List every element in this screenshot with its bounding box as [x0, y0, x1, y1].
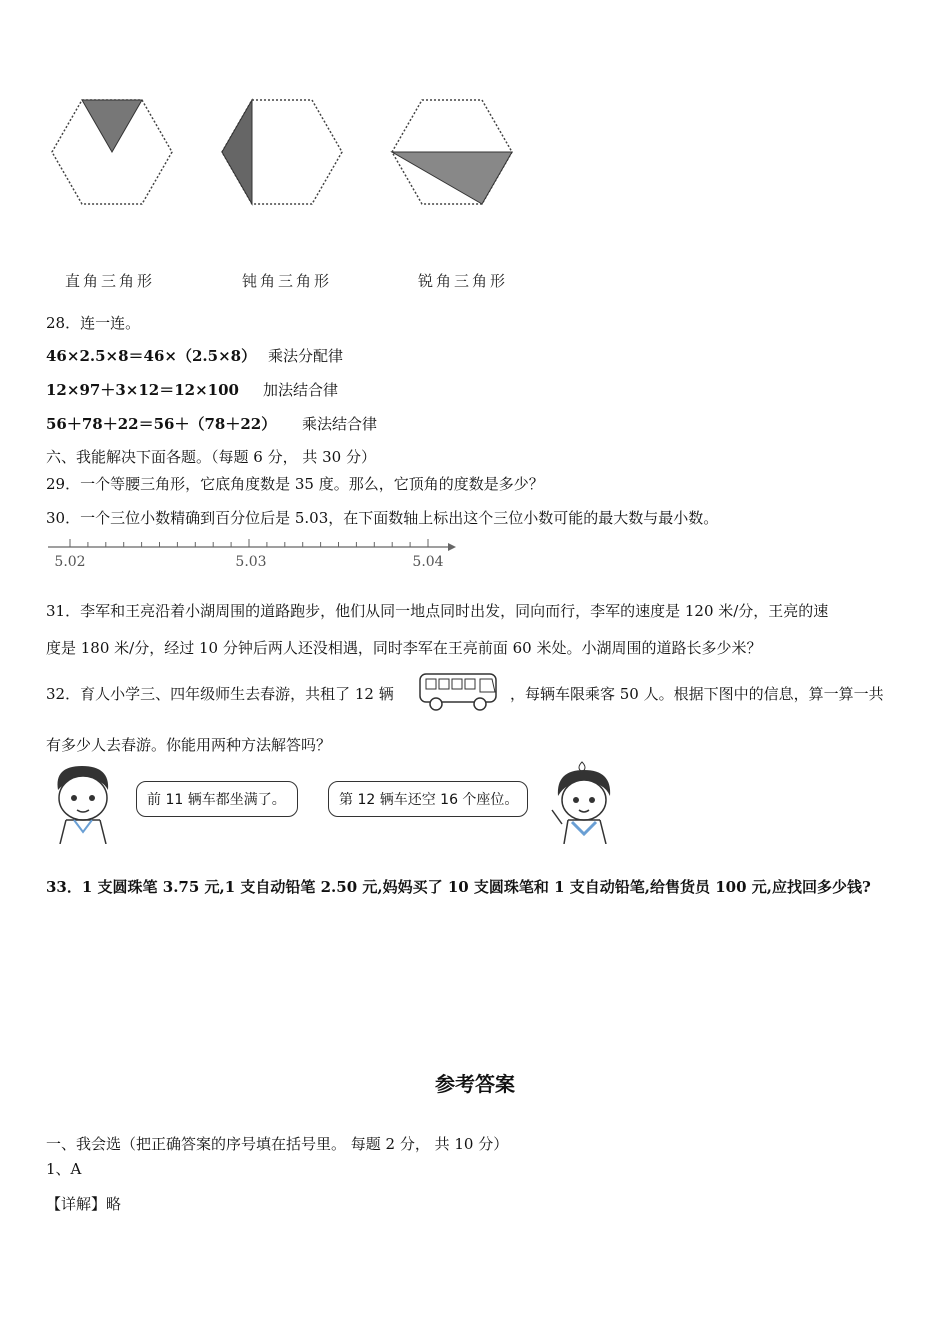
- section-6-heading: 六、我能解决下面各题。（每题 6 分， 共 30 分）: [46, 448, 376, 466]
- answers-title: 参考答案: [435, 1072, 515, 1096]
- q32-line1b: ，每辆车限乘客 50 人。根据下图中的信息，算一算一共: [510, 685, 884, 703]
- q28-left-3: 56＋78＋22＝56＋（78＋22）: [46, 415, 277, 433]
- number-line-label-1: 5.02: [54, 554, 86, 570]
- q32-line1a: 32．育人小学三、四年级师生去春游，共租了 12 辆: [46, 685, 394, 703]
- q28-right-1: 乘法分配律: [268, 347, 344, 365]
- figure-label-acute: 锐角三角形: [418, 272, 509, 290]
- q30: 30．一个三位小数精确到百分位后是 5.03，在下面数轴上标出这个三位小数可能的最大数与最小数。: [46, 509, 719, 527]
- figure-label-obtuse: 钝角三角形: [242, 272, 333, 290]
- hexagon-figures: [40, 90, 540, 220]
- q28-stem: 28．连一连。: [46, 314, 141, 332]
- bus-icon: [416, 668, 502, 714]
- figure-label-right: 直角三角形: [65, 272, 156, 290]
- q28-right-3: 乘法结合律: [302, 415, 378, 433]
- speech-bubble-boy: 前 11 辆车都坐满了。: [136, 781, 298, 817]
- number-line-label-3: 5.04: [412, 554, 444, 570]
- q29: 29．一个等腰三角形，它底角度数是 35 度。那么，它顶角的度数是多少？: [46, 475, 544, 493]
- speech-bubble-girl: 第 12 辆车还空 16 个座位。: [328, 781, 528, 817]
- q31-line2: 度是 180 米/分，经过 10 分钟后两人还没相遇，同时李军在王亮前面 60 米处。小湖周围的道路长多少米？: [46, 639, 762, 657]
- q28-right-2: 加法结合律: [263, 381, 339, 399]
- answer-1-detail: 【详解】略: [46, 1195, 122, 1213]
- number-line: [40, 535, 470, 575]
- q33: 33．1 支圆珠笔 3.75 元,1 支自动铅笔 2.50 元,妈妈买了 10 支圆珠笔和 1 支自动铅笔,给售货员 100 元,应找回多少钱?: [46, 878, 871, 896]
- hexagon-obtuse-triangle: [222, 100, 342, 204]
- q28-left-1: 46×2.5×8＝46×（2.5×8）: [46, 347, 257, 365]
- q28-left-2: 12×97＋3×12＝12×100: [46, 381, 239, 399]
- answer-1: 1、A: [46, 1160, 82, 1178]
- q32-line2: 有多少人去春游。你能用两种方法解答吗？: [46, 736, 332, 754]
- q31-line1: 31．李军和王亮沿着小湖周围的道路跑步，他们从同一地点同时出发，同向而行，李军的速度是 120 米/分，王亮的速: [46, 602, 829, 620]
- hexagon-acute-triangle: [392, 100, 512, 204]
- answers-section-1: 一、我会选（把正确答案的序号填在括号里。 每题 2 分， 共 10 分）: [46, 1135, 509, 1153]
- girl-illustration: [548, 760, 620, 844]
- hexagon-right-triangle: [52, 100, 172, 204]
- number-line-label-2: 5.03: [235, 554, 267, 570]
- boy-illustration: [44, 760, 124, 844]
